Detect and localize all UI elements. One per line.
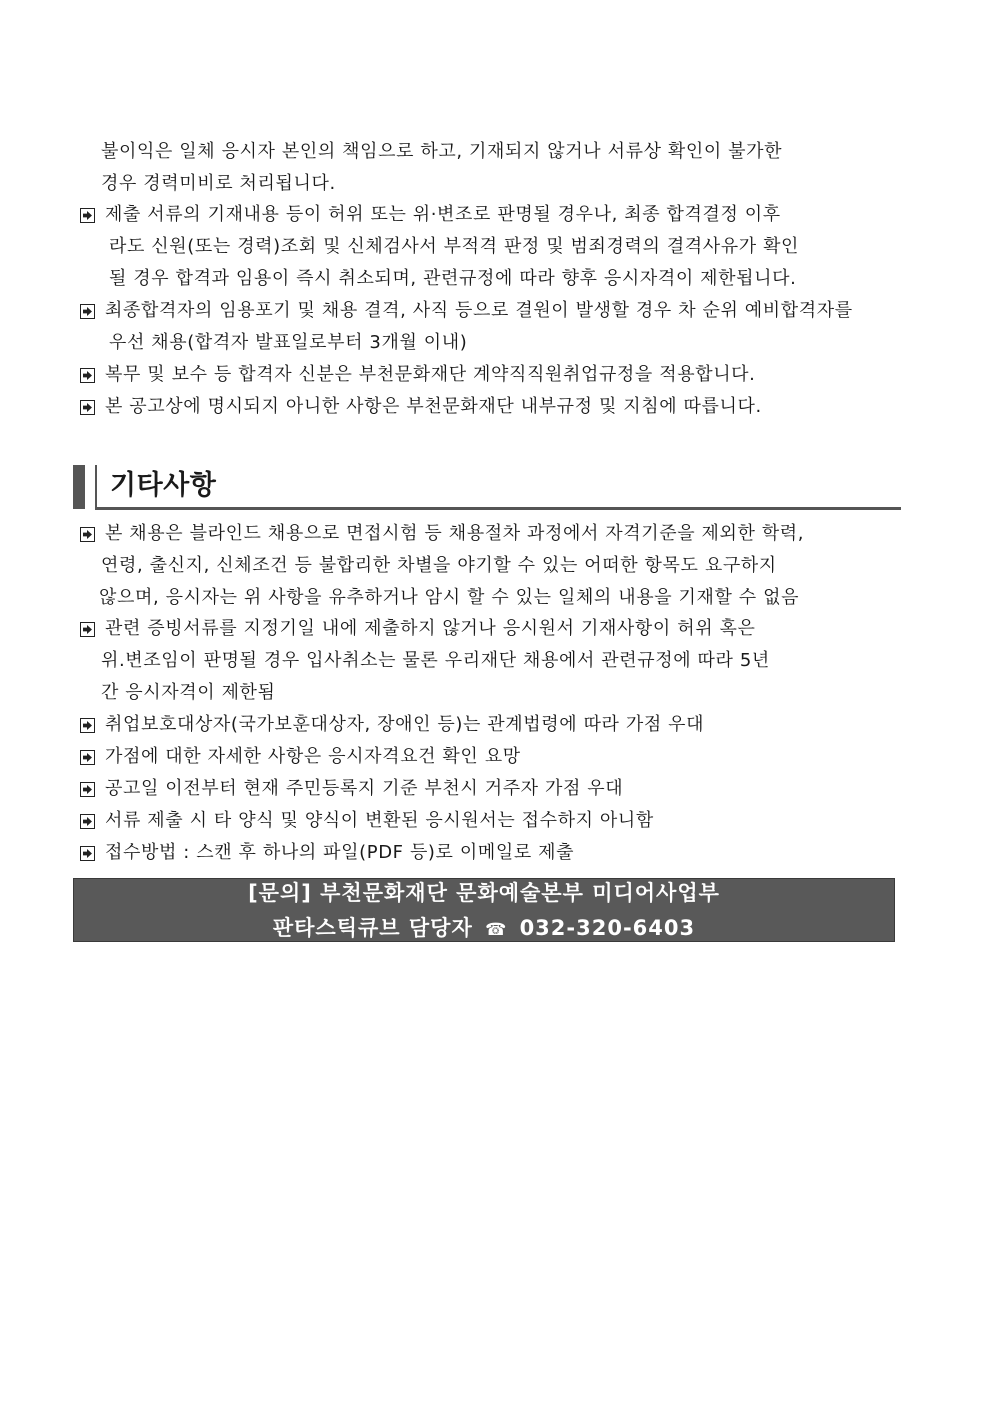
contact-line-2	[74, 915, 894, 943]
section-title-underline	[95, 507, 901, 510]
text-line: 접수방법 : 스캔 후 하나의 파일(PDF 등)로 이메일로 제출	[105, 842, 575, 863]
text-line: 서류 제출 시 타 양식 및 양식이 변환된 응시원서는 접수하지 아니함	[105, 810, 654, 831]
text-line: 복무 및 보수 등 합격자 신분은 부천문화재단 계약직직원취업규정을 적용합니다.	[105, 364, 756, 385]
text-line: 최종합격자의 임용포기 및 채용 결격, 사직 등으로 결원이 발생할 경우 차 순위 예비합격자를	[105, 300, 853, 321]
text-line: 취업보호대상자(국가보훈대상자, 장애인 등)는 관계법령에 따라 가점 우대	[105, 714, 705, 735]
arrow-box-icon	[80, 622, 95, 637]
arrow-box-icon	[80, 208, 95, 223]
text-line: 간 응시자격이 제한됨	[101, 682, 276, 703]
arrow-box-icon	[80, 846, 95, 861]
section-marker	[73, 465, 85, 509]
text-line: 불이익은 일체 응시자 본인의 책임으로 하고, 기재되지 않거나 서류상 확인이 불가한	[101, 141, 783, 162]
arrow-box-icon	[80, 400, 95, 415]
section-marker-line	[95, 465, 97, 509]
arrow-box-icon	[80, 304, 95, 319]
text-line: 위.변조임이 판명될 경우 입사취소는 물론 우리재단 채용에서 관련규정에 따라 5년	[101, 650, 770, 671]
text-line: 제출 서류의 기재내용 등이 허위 또는 위·변조로 판명될 경우나, 최종 합격결정 이후	[105, 204, 781, 225]
arrow-box-icon	[80, 750, 95, 765]
arrow-box-icon	[80, 814, 95, 829]
text-line: 가점에 대한 자세한 사항은 응시자격요건 확인 요망	[105, 746, 521, 767]
text-line: 라도 신원(또는 경력)조회 및 신체검사서 부적격 판정 및 범죄경력의 결격사유가 확인	[109, 236, 800, 257]
text-line: 본 채용은 블라인드 채용으로 면접시험 등 채용절차 과정에서 자격기준을 제외한 학력,	[105, 523, 805, 544]
text-line: 않으며, 응시자는 위 사항을 유추하거나 암시 할 수 있는 일체의 내용을 기재할 수 없음	[99, 587, 800, 608]
text-line: 경우 경력미비로 처리됩니다.	[101, 173, 336, 194]
contact-name: 판타스틱큐브 담당자	[272, 916, 473, 940]
text-line: 관련 증빙서류를 지정기일 내에 제출하지 않거나 응시원서 기재사항이 허위 혹은	[105, 618, 756, 639]
arrow-box-icon	[80, 782, 95, 797]
arrow-box-icon	[80, 368, 95, 383]
section-title: 기타사항	[110, 470, 217, 501]
contact-box	[73, 878, 895, 942]
text-line: 될 경우 합격과 임용이 즉시 취소되며, 관련규정에 따라 향후 응시자격이 제한됩니다.	[109, 268, 797, 289]
arrow-box-icon	[80, 718, 95, 733]
text-line: 우선 채용(합격자 발표일로부터 3개월 이내)	[109, 332, 468, 353]
arrow-box-icon	[80, 527, 95, 542]
phone-number[interactable]: 032-320-6403	[519, 916, 696, 940]
contact-line-1: [문의] 부천문화재단 문화예술본부 미디어사업부	[248, 881, 720, 905]
text-line: 본 공고상에 명시되지 아니한 사항은 부천문화재단 내부규정 및 지침에 따릅니다.	[105, 396, 762, 417]
text-line: 연령, 출신지, 신체조건 등 불합리한 차별을 야기할 수 있는 어떠한 항목도 요구하지	[101, 555, 777, 576]
text-line: 공고일 이전부터 현재 주민등록지 기준 부천시 거주자 가점 우대	[105, 778, 624, 799]
phone-icon: ☎	[485, 920, 508, 940]
